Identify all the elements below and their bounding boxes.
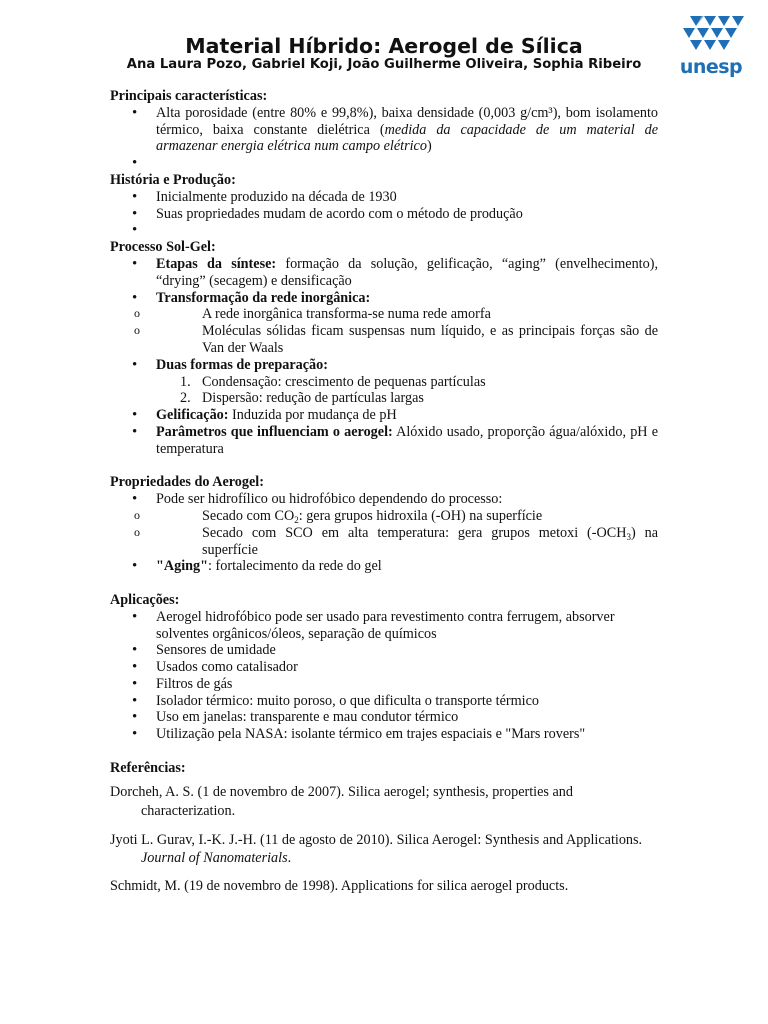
list-item: • Aerogel hidrofóbico pode ser usado para revestimento contra ferrugem, absorver solventes orgânicos/óleos, separação de químicos: [110, 609, 658, 643]
document-title: Material Híbrido: Aerogel de Sílica: [185, 34, 583, 58]
unesp-logo-text: unesp: [679, 56, 743, 78]
empty-list-item: [110, 222, 658, 239]
section-heading-caracteristicas: Principais características:: [110, 88, 268, 104]
item-number: 2.: [180, 390, 191, 407]
sub-list-item: o Moléculas sólidas ficam suspensas num líquido, e as principais forças são de Van der Waals: [110, 323, 658, 357]
item-label: Duas formas de preparação:: [156, 356, 328, 373]
list-item-text: ): [426, 138, 432, 155]
empty-list-item: [110, 155, 658, 172]
reference-text: Jyoti L. Gurav, I.-K. J.-H. (11 de agosto de 2010). Silica Aerogel: Synthesis and Applications.: [110, 831, 643, 848]
item-text: Pode ser hidrofílico ou hidrofóbico dependendo do processo:: [156, 491, 503, 508]
list-item: • Isolador térmico: muito poroso, o que dificulta o transporte térmico: [110, 693, 658, 710]
section-heading-propriedades: Propriedades do Aerogel:: [110, 474, 264, 491]
item-label: Gelificação:: [156, 407, 229, 424]
list-item: [110, 357, 658, 407]
document-body: [110, 88, 658, 896]
item-text: Secado com CO: [202, 507, 295, 524]
list-propriedades: [110, 491, 658, 575]
list-item: • Uso em janelas: transparente e mau condutor térmico: [110, 709, 658, 726]
list-item: • Suas propriedades mudam de acordo com o método de produção: [110, 206, 658, 223]
item-label: Etapas da síntese:: [156, 255, 277, 272]
list-item: [110, 256, 658, 290]
list-item: • Usados como catalisador: [110, 659, 658, 676]
authors-line: Ana Laura Pozo, Gabriel Koji, João Guilherme Oliveira, Sophia Ribeiro: [126, 57, 642, 72]
item-label: Transformação da rede inorgânica:: [156, 289, 371, 306]
list-item: [110, 424, 658, 458]
reference-journal: Journal of Nanomaterials: [141, 849, 288, 866]
item-label: Parâmetros que influenciam o aerogel:: [156, 423, 393, 440]
section-heading-aplicacoes: Aplicações:: [110, 591, 180, 608]
item-text: formação da solução, gelificação, “aging” (envelhecimento), “drying” (secagem) e densificação: [156, 255, 658, 289]
item-label: "Aging": [156, 558, 209, 575]
sub-list-item: [110, 508, 658, 525]
item-text: ) na superfície: [202, 524, 658, 558]
list-item: • Utilização pela NASA: isolante térmico em trajes espaciais e "Mars rovers": [110, 726, 658, 743]
ordered-item: [110, 374, 658, 391]
item-number: 1.: [180, 373, 191, 390]
ordered-item: [110, 390, 658, 407]
list-item: • Filtros de gás: [110, 676, 658, 693]
list-historia: [110, 189, 658, 239]
item-text: : gera grupos hidroxila (-OH) na superfície: [298, 507, 543, 524]
item-text: : fortalecimento da rede do gel: [208, 558, 382, 575]
list-item-italic: medida da capacidade de um material de armazenar energia elétrica num campo elétrico: [156, 121, 658, 155]
reference-entry: [110, 831, 658, 867]
item-text: Induzida por mudança de pH: [228, 407, 397, 424]
list-sol-gel: [110, 256, 658, 458]
item-text: Dispersão: redução de partículas largas: [202, 390, 424, 407]
ordered-list-preparacao: [110, 374, 658, 408]
item-text: Alóxido usado, proporção água/alóxido, pH e temperatura: [156, 423, 658, 457]
item-text: Condensação: crescimento de pequenas partículas: [202, 373, 486, 390]
section-heading-sol-gel: Processo Sol-Gel:: [110, 239, 216, 256]
sub-list-item: o A rede inorgânica transforma-se numa rede amorfa: [110, 306, 658, 323]
item-text: Secado com SCO em alta temperatura: gera grupos metoxi (-OCH: [202, 524, 627, 541]
list-item: [110, 290, 658, 357]
section-heading-historia: História e Produção:: [110, 171, 236, 188]
subscript: 2: [294, 514, 299, 525]
reference-entry: Schmidt, M. (19 de novembro de 1998). Applications for silica aerogel products.: [110, 877, 569, 894]
subscript: 3: [626, 531, 631, 542]
sub-list-transformacao: [110, 306, 658, 356]
list-item: • Inicialmente produzido na década de 1930: [110, 189, 658, 206]
sub-list-item: [110, 525, 658, 559]
list-aplicacoes: [110, 609, 658, 743]
list-item: • Sensores de umidade: [110, 642, 658, 659]
sub-list-secagem: [110, 508, 658, 558]
list-item: [110, 558, 658, 575]
reference-text: .: [287, 849, 292, 866]
section-heading-referencias: Referências:: [110, 759, 186, 776]
list-item-text: Alta porosidade (entre 80% e 99,8%), baixa densidade (0,003 g/cm³), bom isolamento térmico, baixa constante dielétrica (: [156, 104, 658, 138]
reference-entry: Dorcheh, A. S. (1 de novembro de 2007). Silica aerogel; synthesis, properties and characterization.: [110, 783, 573, 819]
list-item: [110, 407, 658, 424]
list-item: [110, 491, 658, 558]
list-item: [110, 105, 658, 155]
list-caracteristicas: [110, 105, 658, 172]
